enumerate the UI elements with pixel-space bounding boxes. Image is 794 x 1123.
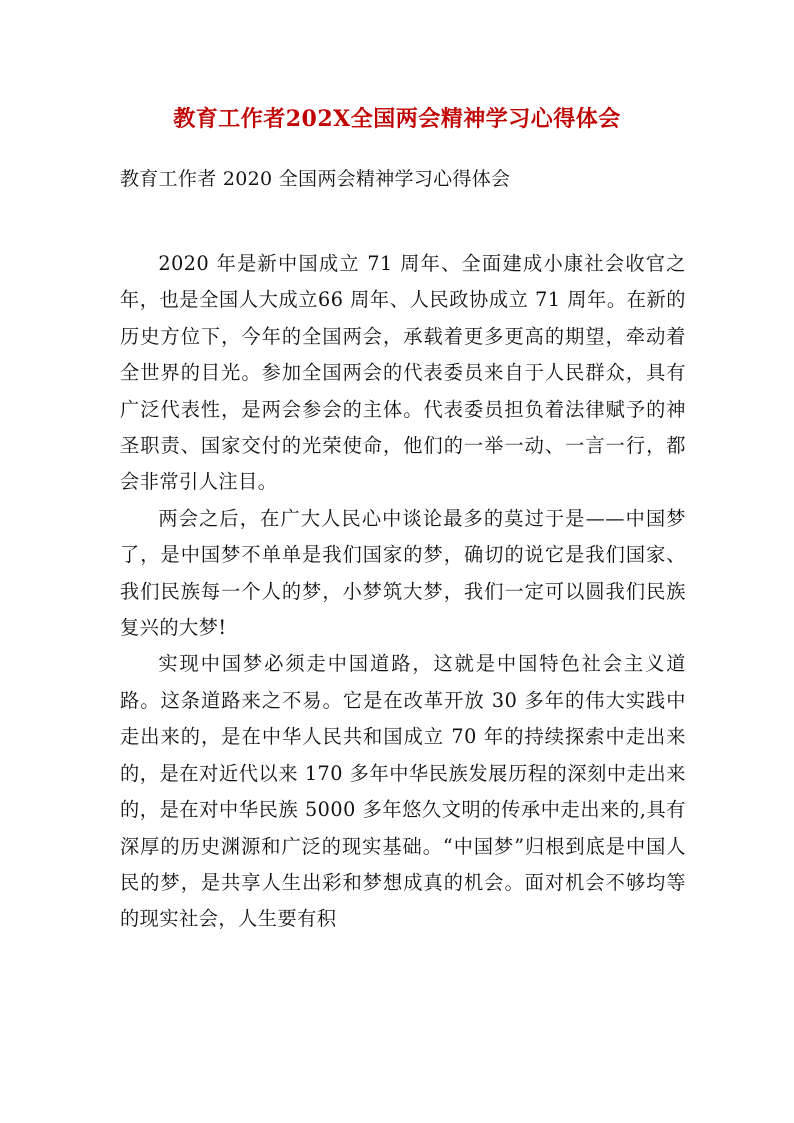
paragraph: 2020 年是新中国成立 71 周年、全面建成小康社会收官之年，也是全国人大成立66 周年、人民政协成立 71 周年。在新的历史方位下，今年的全国两会，承载着更多更高的期望，牵动着全世界的目光。参加全国两会的代表委员来自于人民群众，具有广泛代表性，是两会参会的主体。代表委员担负着法律赋予的神圣职责、国家交付的光荣使命，他们的一举一动、一言一行，都会非常引人注目。 [120,252,686,494]
paragraph: 两会之后，在广大人民心中谈论最多的莫过于是——中国梦了，是中国梦不单单是我们国家的梦，确切的说它是我们国家、我们民族每一个人的梦，小梦筑大梦，我们一定可以圆我们民族复兴的大梦! [120,506,686,640]
document-subtitle: 教育工作者 2020 全国两会精神学习心得体会 [120,168,511,190]
document-title: 教育工作者202X全国两会精神学习心得体会 [173,106,621,132]
document-body [120,246,686,938]
paragraph: 实现中国梦必须走中国道路，这就是中国特色社会主义道路。这条道路来之不易。它是在改革开放 30 多年的伟大实践中走出来的，是在中华人民共和国成立 70 年的持续探索中走出来的，是在对近代以来 170 多年中华民族发展历程的深刻中走出来的，是在对中华民族 5000 多年悠久文明的传承中走出来的,具有深厚的历史渊源和广泛的现实基础。“中国梦”归根到底是中国人民的梦，是共享人生出彩和梦想成真的机会。面对机会不够均等的现实社会，人生要有积 [120,652,686,931]
